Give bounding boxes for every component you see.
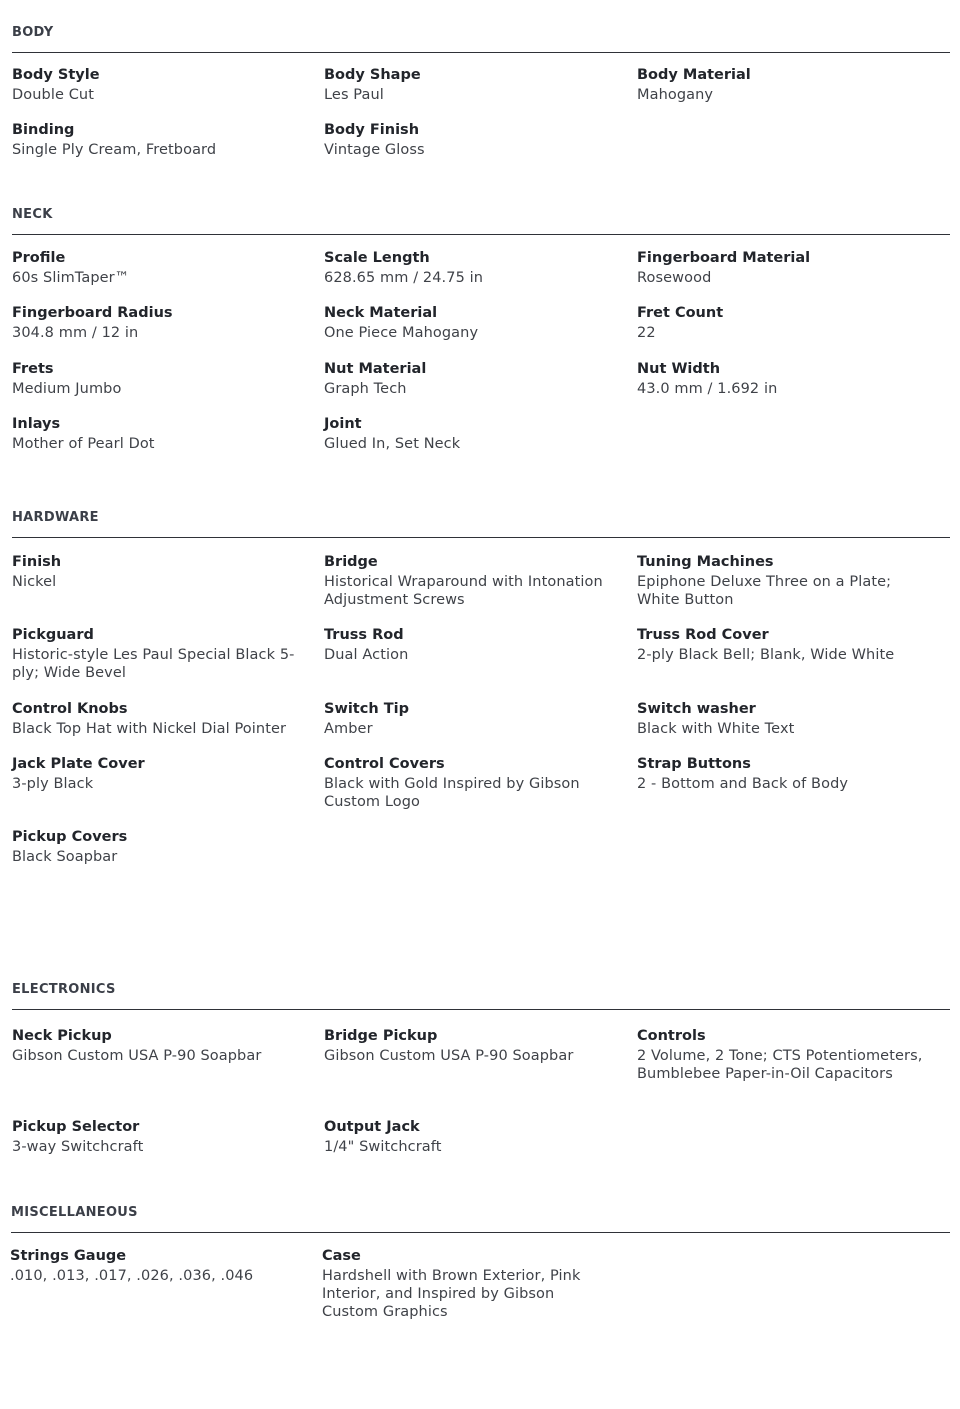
section-neck	[12, 206, 950, 452]
spec-value: Gibson Custom USA P-90 Soapbar	[324, 1048, 574, 1064]
spec-binding	[12, 120, 302, 159]
section-divider	[12, 537, 950, 538]
spec-switch-tip	[324, 699, 614, 738]
spec-body-finish	[324, 120, 614, 159]
spec-value: Historical Wraparound with Intonation Adjustment Screws	[324, 574, 603, 608]
spec-neck-material	[324, 303, 614, 342]
spec-value: 1/4" Switchcraft	[324, 1139, 442, 1155]
spec-body-style	[12, 65, 302, 104]
spec-value: Double Cut	[12, 87, 94, 103]
spec-value: 43.0 mm / 1.692 in	[637, 381, 778, 397]
spec-label: Jack Plate Cover	[12, 756, 145, 772]
spec-value: Rosewood	[637, 270, 712, 286]
spec-value: .010, .013, .017, .026, .036, .046	[10, 1268, 254, 1284]
spec-label: Strings Gauge	[10, 1248, 127, 1264]
spec-neck-pickup	[12, 1026, 302, 1065]
spec-body-shape	[324, 65, 614, 104]
spec-value: 2 - Bottom and Back of Body	[637, 776, 849, 792]
spec-label: Switch Tip	[324, 701, 409, 717]
spec-bridge	[324, 552, 614, 609]
spec-strap-buttons	[637, 754, 927, 793]
spec-value: Mother of Pearl Dot	[12, 436, 155, 452]
spec-scale-length	[324, 248, 614, 287]
spec-value: 3-ply Black	[12, 776, 94, 792]
spec-value: Nickel	[12, 574, 57, 590]
spec-jack-plate-cover	[12, 754, 302, 793]
spec-case	[322, 1246, 612, 1321]
spec-label: Bridge	[324, 554, 378, 570]
spec-label: Strap Buttons	[637, 756, 751, 772]
spec-label: Inlays	[12, 416, 61, 432]
spec-value: 2 Volume, 2 Tone; CTS Potentiometers, Bumblebee Paper-in-Oil Capacitors	[637, 1048, 923, 1082]
spec-profile	[12, 248, 302, 287]
spec-value: Black Top Hat with Nickel Dial Pointer	[12, 721, 287, 737]
spec-label: Fingerboard Radius	[12, 305, 173, 321]
spec-label: Nut Material	[324, 361, 427, 377]
spec-value: One Piece Mahogany	[324, 325, 479, 341]
section-divider	[12, 234, 950, 235]
spec-inlays	[12, 414, 302, 453]
spec-value: Graph Tech	[324, 381, 407, 397]
section-divider	[12, 1009, 950, 1010]
spec-label: Output Jack	[324, 1119, 420, 1135]
spec-value: Les Paul	[324, 87, 384, 103]
spec-label: Pickup Selector	[12, 1119, 140, 1135]
spec-value: 22	[637, 325, 656, 341]
spec-value: Epiphone Deluxe Three on a Plate; White Button	[637, 574, 892, 608]
spec-label: Fret Count	[637, 305, 724, 321]
spec-value: Vintage Gloss	[324, 142, 425, 158]
spec-value: 60s SlimTaper™	[12, 270, 130, 286]
spec-label: Truss Rod	[324, 627, 404, 643]
spec-pickup-covers	[12, 827, 302, 866]
section-title: MISCELLANEOUS	[11, 1205, 138, 1220]
spec-label: Control Covers	[324, 756, 445, 772]
spec-value: Single Ply Cream, Fretboard	[12, 142, 217, 158]
spec-label: Pickup Covers	[12, 829, 128, 845]
section-body	[12, 24, 950, 158]
spec-label: Control Knobs	[12, 701, 128, 717]
spec-value: 2-ply Black Bell; Blank, Wide White	[637, 647, 895, 663]
spec-truss-rod-cover	[637, 625, 927, 664]
spec-label: Controls	[637, 1028, 706, 1044]
section-hardware	[12, 509, 950, 865]
spec-value: Dual Action	[324, 647, 409, 663]
spec-label: Frets	[12, 361, 54, 377]
spec-value: Hardshell with Brown Exterior, Pink Interior, and Inspired by Gibson Custom Graphics	[322, 1268, 581, 1320]
spec-fingerboard-radius	[12, 303, 302, 342]
spec-switch-washer	[637, 699, 927, 738]
spec-value: 304.8 mm / 12 in	[12, 325, 139, 341]
section-miscellaneous	[10, 1204, 950, 1320]
spec-nut-width	[637, 359, 927, 398]
spec-value: 3-way Switchcraft	[12, 1139, 144, 1155]
section-title: NECK	[12, 207, 53, 222]
spec-output-jack	[324, 1117, 614, 1156]
spec-body-material	[637, 65, 927, 104]
spec-pickguard	[12, 625, 302, 682]
spec-joint	[324, 414, 614, 453]
section-divider	[11, 1232, 950, 1233]
section-divider	[12, 52, 950, 53]
spec-fret-count	[637, 303, 927, 342]
spec-label: Nut Width	[637, 361, 721, 377]
spec-value: Medium Jumbo	[12, 381, 122, 397]
spec-value: Black with White Text	[637, 721, 795, 737]
spec-label: Joint	[324, 416, 362, 432]
section-title: BODY	[12, 25, 54, 40]
spec-label: Body Finish	[324, 122, 420, 138]
spec-nut-material	[324, 359, 614, 398]
spec-tuning-machines	[637, 552, 927, 609]
spec-label: Switch washer	[637, 701, 756, 717]
spec-label: Finish	[12, 554, 62, 570]
spec-value: Mahogany	[637, 87, 714, 103]
spec-strings-gauge	[10, 1246, 300, 1285]
section-title: HARDWARE	[12, 510, 99, 525]
spec-value: Historic-style Les Paul Special Black 5-ply; Wide Bevel	[12, 647, 295, 681]
spec-pickup-selector	[12, 1117, 302, 1156]
spec-truss-rod	[324, 625, 614, 664]
section-title: ELECTRONICS	[12, 982, 116, 997]
spec-label: Bridge Pickup	[324, 1028, 438, 1044]
spec-label: Body Material	[637, 67, 751, 83]
spec-label: Profile	[12, 250, 66, 266]
spec-value: Black with Gold Inspired by Gibson Custom Logo	[324, 776, 580, 810]
spec-label: Scale Length	[324, 250, 430, 266]
section-electronics	[12, 981, 950, 1155]
spec-label: Tuning Machines	[637, 554, 774, 570]
spec-label: Truss Rod Cover	[637, 627, 769, 643]
spec-control-knobs	[12, 699, 302, 738]
spec-value: Black Soapbar	[12, 849, 118, 865]
spec-finish	[12, 552, 302, 591]
spec-bridge-pickup	[324, 1026, 614, 1065]
spec-label: Fingerboard Material	[637, 250, 811, 266]
spec-label: Body Style	[12, 67, 100, 83]
spec-value: Amber	[324, 721, 373, 737]
spec-value: 628.65 mm / 24.75 in	[324, 270, 484, 286]
spec-label: Body Shape	[324, 67, 421, 83]
spec-label: Binding	[12, 122, 75, 138]
spec-label: Case	[322, 1248, 361, 1264]
spec-frets	[12, 359, 302, 398]
spec-control-covers	[324, 754, 614, 811]
spec-fingerboard-material	[637, 248, 927, 287]
spec-value: Glued In, Set Neck	[324, 436, 461, 452]
spec-label: Neck Material	[324, 305, 438, 321]
spec-label: Neck Pickup	[12, 1028, 112, 1044]
spec-label: Pickguard	[12, 627, 94, 643]
spec-value: Gibson Custom USA P-90 Soapbar	[12, 1048, 262, 1064]
spec-controls	[637, 1026, 927, 1083]
